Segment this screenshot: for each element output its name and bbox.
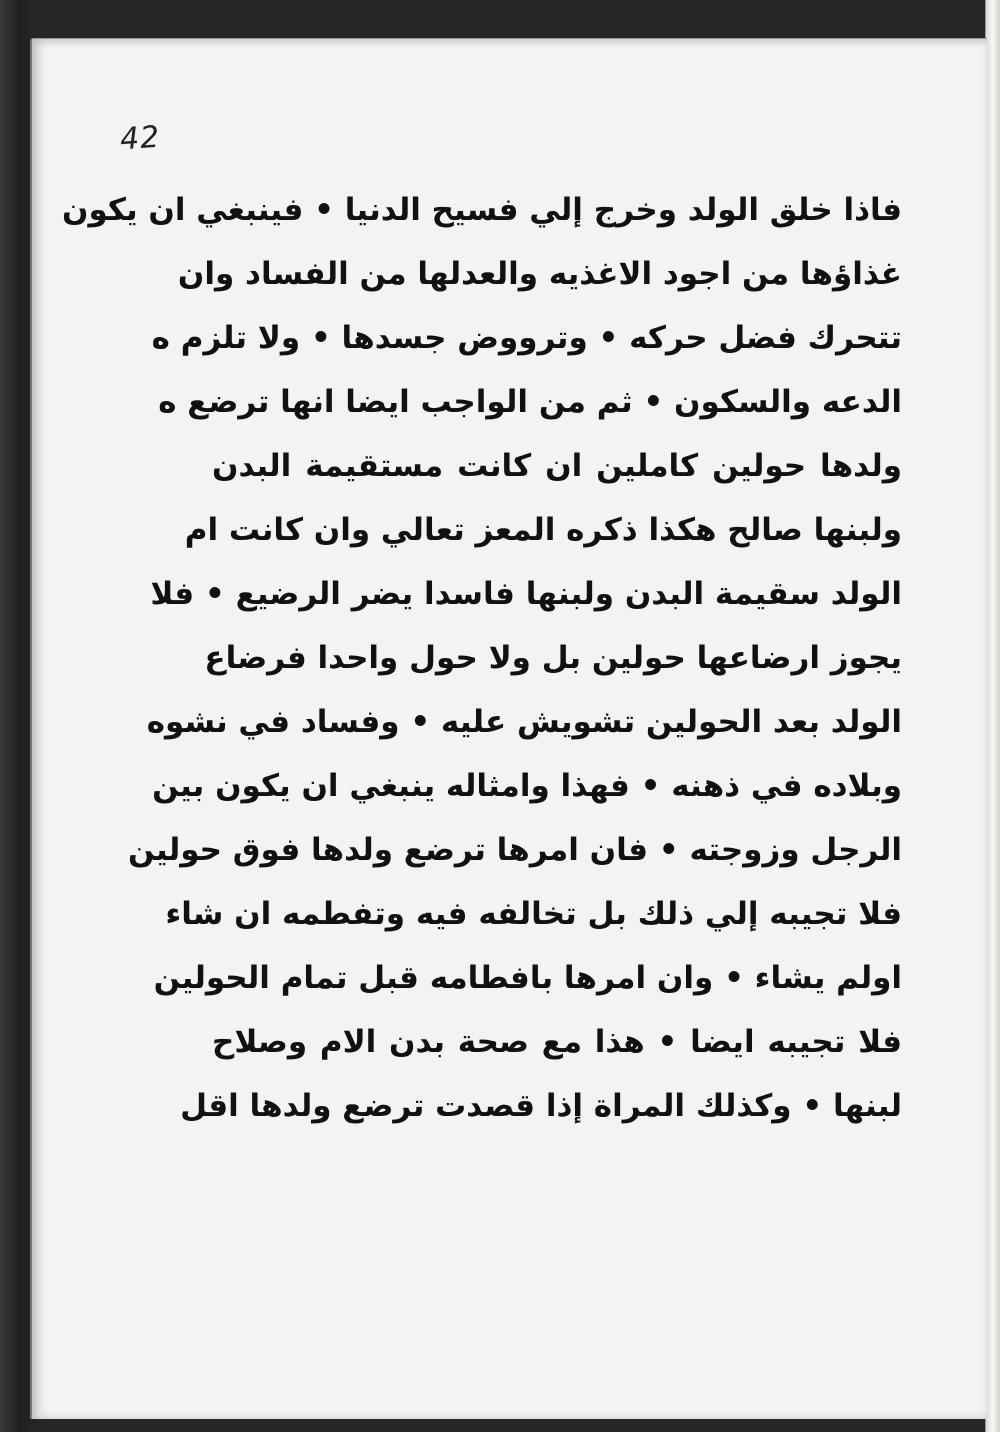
page-stack-edge	[985, 0, 1000, 1432]
text-line-6: ولبنها صالح هكذا ذكره المعز تعالي وان كانت ام	[184, 512, 902, 548]
text-line-9: الولد بعد الحولين تشويش عليه • وفساد في نشوه	[146, 704, 902, 740]
text-line-7: الولد سقيمة البدن ولبنها فاسدا يضر الرضيع • فلا	[150, 576, 902, 612]
text-line-3: تتحرك فضل حركه • وترووض جسدها • ولا تلزم ه	[151, 320, 902, 356]
text-line-2: غذاؤها من اجود الاغذيه والعدلها من الفساد وان	[177, 256, 902, 292]
text-line-5: ولدها حولين كاملين ان كانت مستقيمة البدن	[212, 448, 902, 484]
text-line-12: فلا تجيبه إلي ذلك بل تخالفه فيه وتفطمه ان شاء	[165, 896, 902, 932]
text-line-1: فاذا خلق الولد وخرج إلي فسيح الدنيا • فينبغي ان يكون	[62, 192, 902, 228]
text-line-11: الرجل وزوجته • فان امرها ترضع ولدها فوق حولين	[128, 832, 902, 868]
text-line-14: فلا تجيبه ايضا • هذا مع صحة بدن الام وصلاح	[212, 1024, 902, 1060]
text-line-13: اولم يشاء • وان امرها بافطامه قبل تمام الحولين	[153, 960, 902, 996]
text-line-4: الدعه والسكون • ثم من الواجب ايضا انها ترضع ه	[158, 384, 902, 420]
manuscript-text-block	[62, 178, 902, 1138]
text-line-15: لبنها • وكذلك المراة إذا قصدت ترضع ولدها اقل	[180, 1088, 902, 1124]
text-line-8: يجوز ارضاعها حولين بل ولا حول واحدا فرضاع	[204, 640, 902, 676]
page-number: 42	[118, 119, 162, 158]
text-line-10: وبلاده في ذهنه • فهذا وامثاله ينبغي ان يكون بين	[152, 768, 902, 804]
